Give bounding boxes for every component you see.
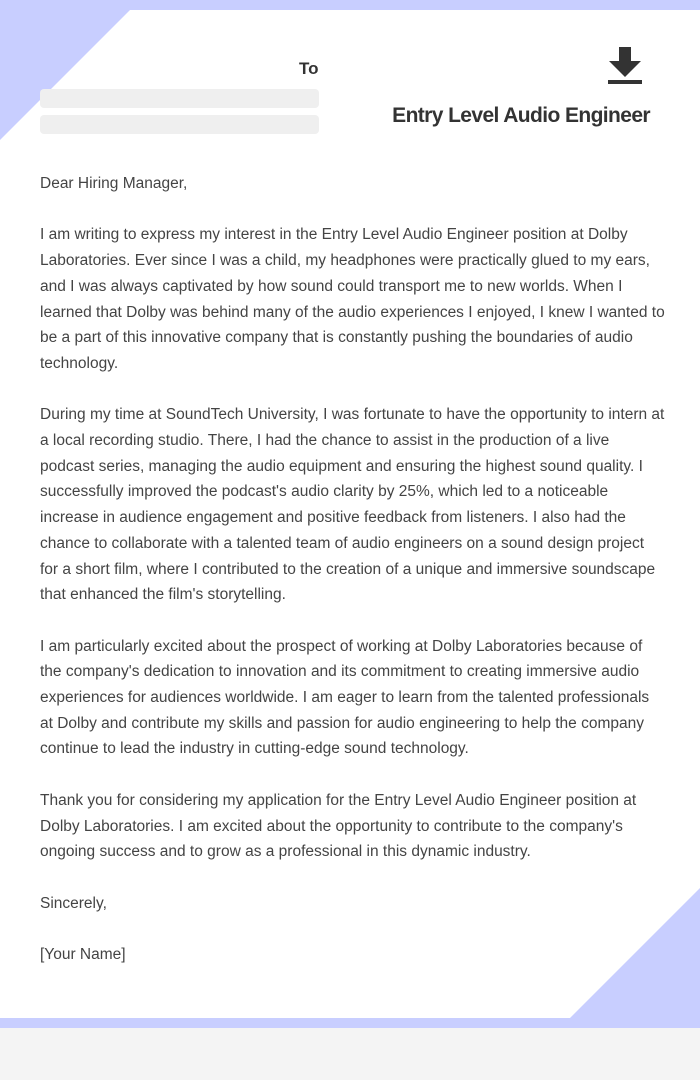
letter-paragraph: Thank you for considering my application for the Entry Level Audio Engineer position at Dolby Laboratories. I am excited about the opportunity to contribute to the company's ongoing success and to grow as a professional in this dynamic industry. [40, 791, 637, 861]
letter-signature: [Your Name] [40, 946, 126, 963]
letter-card [0, 10, 700, 1018]
letter-paragraph: During my time at SoundTech University, I was fortunate to have the opportunity to intern at a local recording studio. There, I had the chance to assist in the production of a live podcast series, managing the audio equipment and ensuring the highest sound quality. I successfully improved the podcast's audio clarity by 25%, which led to a noticeable increase in audience engagement and positive feedback from listeners. I also had the chance to collaborate with a talented team of audio engineers on a sound design project for a short film, where I contributed to the creation of a unique and immersive soundscape that enhanced the film's storytelling. [40, 406, 665, 604]
recipient-address-line-1 [40, 89, 319, 108]
letter-greeting: Dear Hiring Manager, [40, 175, 188, 192]
recipient-label: To [299, 59, 319, 78]
letter-paragraph: I am particularly excited about the prospect of working at Dolby Laboratories because of the company's dedication to innovation and its commitment to creating immersive audio experiences for audiences worldwide. I am eager to learn from the talented professionals at Dolby and contribute my skills and passion for audio engineering to help the company continue to lead the industry in cutting-edge sound technology. [40, 637, 650, 758]
job-title-heading: Entry Level Audio Engineer [392, 104, 650, 127]
letter-paragraph: I am writing to express my interest in the Entry Level Audio Engineer position at Dolby Laboratories. Ever since I was a child, my headphones were practically glued to my ears, and I was always captivated by how sound could transport me to new worlds. When I learned that Dolby was behind many of the audio experiences I enjoyed, I knew I wanted to be a part of this innovative company that is constantly pushing the boundaries of audio technology. [40, 226, 665, 372]
letter-body [40, 171, 665, 968]
recipient-address-line-2 [40, 115, 319, 134]
letter-closing: Sincerely, [40, 894, 107, 912]
download-icon-graphic [606, 46, 644, 84]
download-icon[interactable] [606, 46, 644, 84]
